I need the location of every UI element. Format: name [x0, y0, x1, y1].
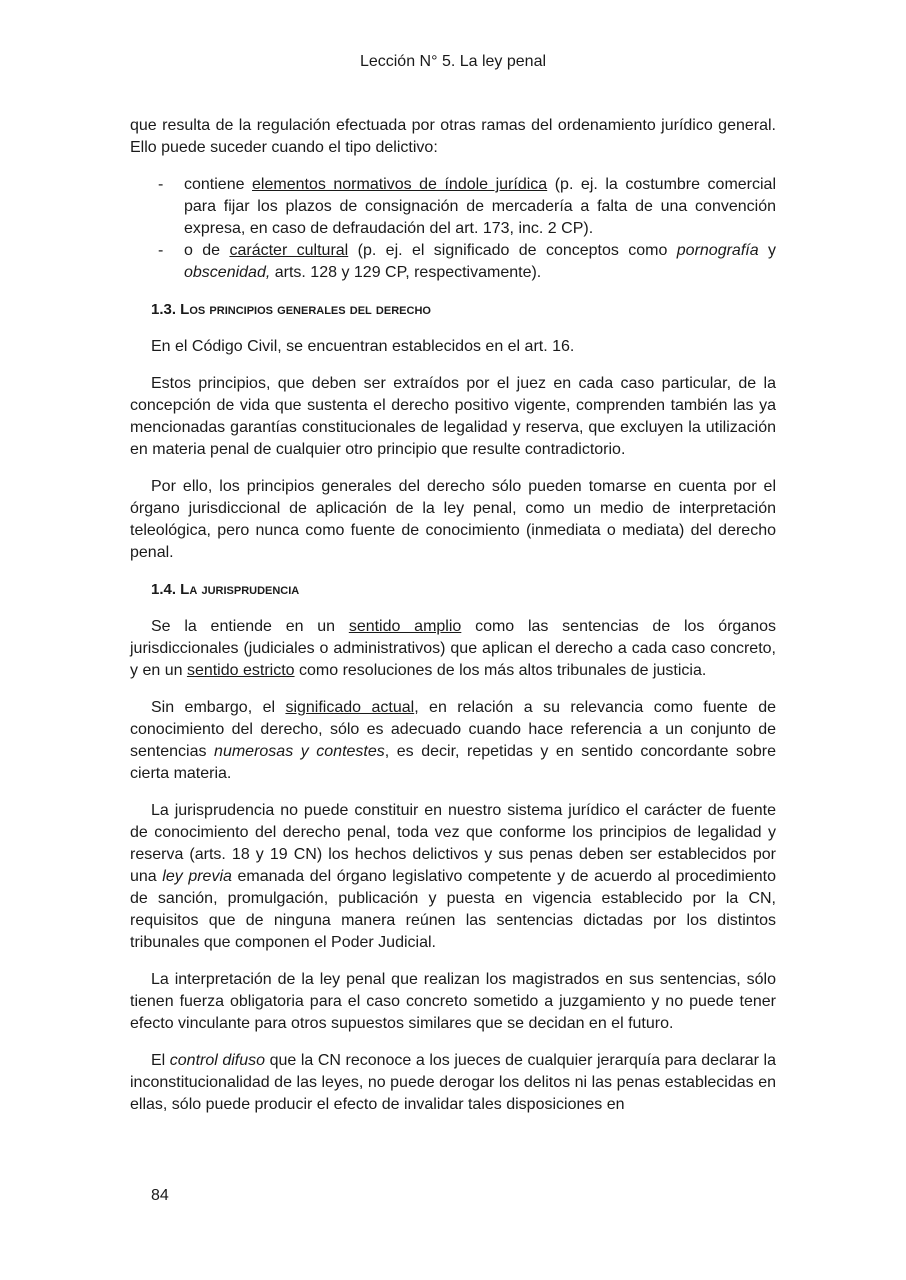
- text-run: , es decir, repetidas y en sentido concordante sobre cierta materia.: [130, 743, 777, 782]
- text-run: La jurisprudencia no puede constituir en nuestro sistema jurídico el carácter de fuente de conocimiento del derecho penal, toda vez que conforme los principios de legalidad y reserva (arts. 18 y 19 CN) los hechos delictivos y sus penas deben ser establecidos por una: [130, 802, 776, 885]
- text-run: (p. ej. el significado de conceptos como: [348, 242, 677, 259]
- document-body: [130, 115, 776, 1131]
- dash-bullet: -: [158, 242, 164, 259]
- underlined-text: sentido estricto: [186, 662, 295, 679]
- text-run: El: [151, 1052, 170, 1069]
- text-run: Sin embargo, el: [151, 699, 286, 716]
- text-run: Estos principios, que deben ser extraídos por el juez en cada caso particular, de la concepción de vida que sustenta el derecho positivo vigente, comprenden también las ya mencionadas garantías constitucionales de legalidad y reserva, que excluyen la utilización en materia penal de cualquier otro principio que resulte contradictorio.: [130, 375, 776, 458]
- text-run: 1.4. La jurisprudencia: [151, 581, 300, 598]
- paragraph: [130, 115, 776, 159]
- text-run: (p. ej. la costumbre comercial para fijar los plazos de consignación de mercadería a falta de una convención expresa, en caso de defraudación del art. 173, inc. 2 CP).: [184, 176, 777, 237]
- text-run: contiene: [184, 176, 253, 193]
- paragraph: [130, 373, 776, 461]
- text-run: como las sentencias de los órganos jurisdiccionales (judiciales o administrativos) que aplican el derecho a cada caso concreto, y en un: [130, 618, 777, 679]
- italic-text: pornografía: [676, 242, 759, 259]
- italic-text: control difuso: [169, 1052, 266, 1069]
- text-run: 1.3. Los principios generales del derecho: [151, 301, 431, 318]
- paragraph: [130, 476, 776, 564]
- section-heading: [151, 299, 776, 321]
- text-run: arts. 128 y 129 CP, respectivamente).: [270, 264, 542, 281]
- list-item: [130, 174, 776, 240]
- text-run: que la CN reconoce a los jueces de cualquier jerarquía para declarar la inconstitucionalidad de las leyes, no puede derogar los delitos ni las penas establecidas en ellas, sólo puede producir el efecto de invalidar tales disposiciones en: [130, 1052, 777, 1113]
- underlined-text: elementos normativos de índole jurídica: [252, 176, 548, 193]
- paragraph: [130, 1050, 776, 1116]
- underlined-text: carácter cultural: [229, 242, 349, 259]
- text-run: En el Código Civil, se encuentran establecidos en el art. 16.: [151, 338, 575, 355]
- underlined-text: sentido amplio: [348, 618, 462, 635]
- text-run: emanada del órgano legislativo competente y de acuerdo al procedimiento de sanción, promulgación, publicación y puesta en vigencia establecido por la CN, requisitos que de ninguna manera reúnen las sentencias dictadas por los distintos tribunales que componen el Poder Judicial.: [130, 868, 776, 951]
- paragraph: [130, 800, 776, 954]
- paragraph: [130, 336, 776, 358]
- section-heading: [151, 579, 776, 601]
- page-number: 84: [151, 1187, 169, 1204]
- paragraph: [130, 969, 776, 1035]
- text-run: y: [758, 242, 777, 259]
- dash-bullet: -: [158, 176, 164, 193]
- text-run: como resoluciones de los más altos tribunales de justicia.: [294, 662, 707, 679]
- underlined-text: significado actual: [285, 699, 415, 716]
- italic-text: obscenidad,: [184, 264, 271, 281]
- page-header: Lección N° 5. La ley penal: [359, 53, 547, 70]
- text-run: o de: [184, 242, 230, 259]
- list-item: [130, 240, 776, 284]
- italic-text: numerosas y contestes: [214, 743, 385, 760]
- text-run: La interpretación de la ley penal que realizan los magistrados en sus sentencias, sólo tienen fuerza obligatoria para el caso concreto sometido a juzgamiento y no puede tener efecto vinculante para otros supuestos similares que se decidan en el futuro.: [130, 971, 776, 1032]
- text-run: Por ello, los principios generales del derecho sólo pueden tomarse en cuenta por el órgano jurisdiccional de aplicación de la ley penal, como un medio de interpretación teleológica, pero nunca como fuente de conocimiento (inmediata o mediata) del derecho penal.: [130, 478, 776, 561]
- text-run: que resulta de la regulación efectuada por otras ramas del ordenamiento jurídico general. Ello puede suceder cuando el tipo delictivo:: [130, 117, 776, 156]
- bullet-list: [130, 174, 776, 284]
- text-run: Se la entiende en un: [151, 618, 349, 635]
- text-run: , en relación a su relevancia como fuente de conocimiento del derecho, sólo es adecuado cuando hace referencia a un conjunto de sentencias: [130, 699, 776, 760]
- paragraph: [130, 616, 776, 682]
- paragraph: [130, 697, 776, 785]
- italic-text: ley previa: [162, 868, 232, 885]
